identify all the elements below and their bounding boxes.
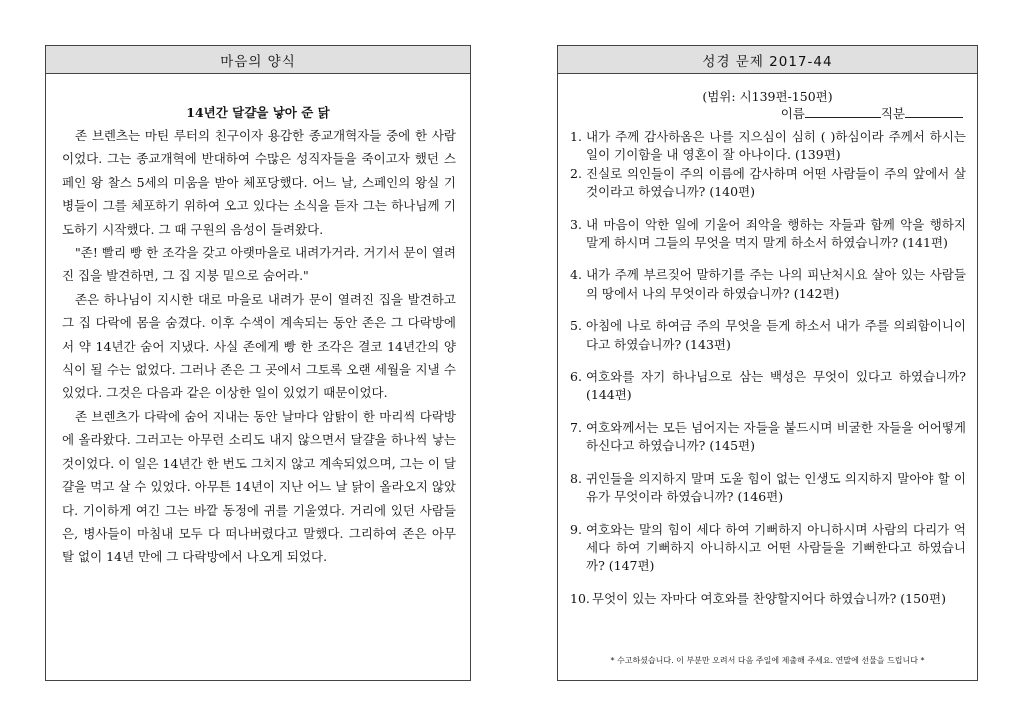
question-text: 내가 주께 부르짖어 말하기를 주는 나의 피난처시요 살아 있는 사람들의 땅에서 나의 무엇이라 하였습니까? (142편) [586, 267, 966, 301]
question-item [570, 216, 966, 253]
story-body [46, 124, 470, 569]
question-item [570, 590, 966, 608]
question-text: 여호와는 말의 힘이 세다 하여 기뻐하지 아니하시며 사람의 다리가 억세다 하여 기뻐하지 아니하시고 어떤 사람들을 기뻐한다고 하였습니까? (147편) [586, 521, 966, 574]
story-title: 14년간 달걀을 낳아 준 닭 [186, 105, 330, 120]
question-item [570, 317, 966, 354]
question-number: 9. [570, 521, 582, 537]
question-number: 7. [570, 419, 582, 435]
question-number: 2. [570, 165, 582, 181]
name-blank[interactable] [805, 106, 881, 118]
question-item [570, 266, 966, 303]
story-paragraph: 존은 하나님이 지시한 대로 마을로 내려가 문이 열려진 집을 발견하고 그 집 다락에 몸을 숨겼다. 이후 수색이 계속되는 동안 존은 그 다락방에서 약 14년간 숨어 지냈다. 사실 존에게 빵 한 조각은 결코 14년간의 양식이 될 수는 없었다. 그러나 존은 그 곳에서 그토록 오랜 세월을 지낼 수 있었다. 그것은 다음과 같은 이상한 일이 있었기 때문이었다. [62, 291, 456, 401]
question-item [570, 521, 966, 576]
question-text: 진실로 의인들이 주의 이름에 감사하며 어떤 사람들이 주의 앞에서 살 것이라고 하였습니까? (140편) [586, 165, 966, 200]
story-paragraph: 존 브렌츠는 마틴 루터의 친구이자 용감한 종교개혁자들 중에 한 사람이었다. 그는 종교개혁에 반대하여 수많은 성직자들을 죽이고자 했던 스페인 왕 찰스 5세의 미움을 받아 체포당했다. 어느 날, 스페인의 왕실 기병들이 그를 체포하기 위하여 오고 있다는 소식을 듣자 그는 하나님께 기도하기 시작했다. 그 때 구원의 음성이 들려왔다. [62, 128, 456, 237]
quiz-header: 성경 문제 2017-44 [558, 46, 977, 74]
bible-quiz-panel [557, 45, 978, 681]
question-number: 5. [570, 318, 582, 334]
question-item [570, 368, 966, 405]
devotional-panel [45, 45, 471, 681]
position-blank[interactable] [905, 106, 963, 118]
name-label: 이름 [780, 106, 805, 121]
question-text: 아침에 나로 하여금 주의 무엇을 듣게 하소서 내가 주를 의뢰함이니이다고 하였습니까? (143편) [586, 318, 966, 352]
question-item [570, 419, 966, 456]
question-item [570, 165, 966, 202]
question-text: 여호와께서는 모든 넘어지는 자들을 붙드시며 비굴한 자들을 어어떻게 하신다고 하였습니까? (145편) [586, 419, 966, 454]
question-text: 내가 주께 감사하옴은 나를 지으심이 심히 ( )하심이라 주께서 하시는 일이 기이함을 내 영혼이 잘 아나이다. (139편) [586, 129, 966, 163]
question-number: 4. [570, 267, 582, 283]
question-item [570, 470, 966, 507]
question-text: 귀인들을 의지하지 말며 도울 힘이 없는 인생도 의지하지 말아야 할 이유가 무엇이라 하였습니까? (146편) [586, 470, 966, 505]
question-item [570, 128, 966, 165]
story-paragraph: 존 브렌츠가 다락에 숨어 지내는 동안 날마다 암탉이 한 마리씩 다락방에 올라왔다. 그러고는 아무런 소리도 내지 않으면서 달걀을 하나씩 낳는 것이었다. 이 일은 14년간 한 번도 그치지 않고 계속되었으며, 그는 이 달걀을 먹고 살 수 있었다. 아무튼 14년이 지난 어느 날 닭이 올라오지 않았다. 기이하게 여긴 그는 바깥 동정에 귀를 기울였다. 거리에 있던 사람들은, 병사들이 마침내 모두 다 떠나버렸다고 말했다. 그리하여 존은 아무 탈 없이 14년 만에 그 다락방에서 나오게 되었다. [62, 408, 456, 565]
question-text: 무엇이 있는 자마다 여호와를 찬양할지어다 하였습니까? (150편) [592, 590, 946, 606]
question-number: 1. [570, 129, 582, 144]
question-text: 내 마음이 악한 일에 기울어 죄악을 행하는 자들과 함께 악을 행하지 말게 하시며 그들의 무엇을 먹지 말게 하소서 하였습니까? (141편) [586, 216, 966, 251]
question-number: 6. [570, 369, 582, 385]
name-position-row [558, 105, 977, 122]
question-list [558, 128, 977, 608]
question-text: 여호와를 자기 하나님으로 삼는 백성은 무엇이 있다고 하였습니까? (144편) [586, 369, 966, 403]
position-label: 직분 [880, 106, 905, 121]
question-number: 8. [570, 470, 582, 486]
devotional-header: 마음의 양식 [46, 46, 470, 74]
question-number: 10. [570, 590, 590, 606]
quiz-range: (범위: 시139편-150편) [702, 89, 833, 104]
story-paragraph: "존! 빨리 빵 한 조각을 갖고 아랫마을로 내려가거라. 거기서 문이 열려진 집을 발견하면, 그 집 지붕 밑으로 숨어라." [62, 245, 456, 284]
question-number: 3. [570, 216, 582, 232]
submission-footnote: * 수고하셨습니다. 이 부분만 오려서 다음 주일에 제출해 주세요. 연말에 선물을 드립니다 * [610, 656, 925, 665]
